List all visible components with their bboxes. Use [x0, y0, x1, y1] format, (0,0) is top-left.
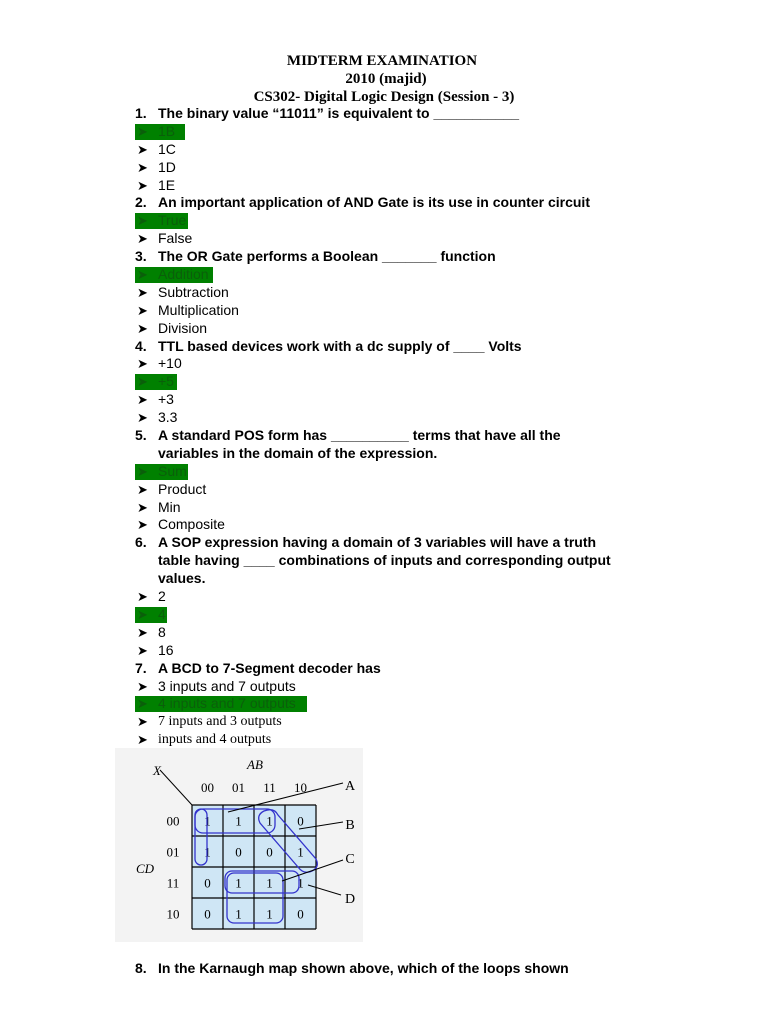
- arrow-bullet-icon: ➤: [137, 410, 148, 426]
- arrow-bullet-icon: ➤: [137, 463, 148, 479]
- answer-option-correct[interactable]: [0, 212, 768, 230]
- option-text: Composite: [158, 516, 225, 533]
- question-text: variables in the domain of the expression.: [158, 444, 438, 461]
- kmap-cell-value: 1: [266, 875, 273, 891]
- kmap-cell-value: 1: [235, 813, 242, 829]
- arrow-bullet-icon: ➤: [137, 159, 148, 175]
- answer-option-correct[interactable]: [0, 695, 768, 713]
- question-text: A standard POS form has __________ terms that have all the: [158, 427, 561, 444]
- arrow-bullet-icon: ➤: [137, 481, 148, 497]
- kmap-row-header: 11: [166, 875, 180, 891]
- option-text: Min: [158, 498, 181, 515]
- kmap-row-header: 00: [166, 813, 180, 829]
- question-number: 6.: [135, 534, 147, 551]
- option-text: +5: [158, 373, 174, 390]
- answer-option[interactable]: [0, 302, 768, 320]
- kmap-loop-label-c: C: [345, 852, 355, 867]
- question-7: [0, 660, 768, 678]
- answer-option[interactable]: [0, 391, 768, 409]
- answer-option[interactable]: [0, 355, 768, 373]
- kmap-corner-diagonal: [160, 770, 192, 805]
- kmap-x-label: X: [153, 763, 161, 778]
- option-text: Product: [158, 480, 207, 497]
- option-text: Division: [158, 319, 208, 336]
- answer-option[interactable]: [0, 159, 768, 177]
- arrow-bullet-icon: ➤: [137, 302, 148, 318]
- question-number: 7.: [135, 659, 147, 676]
- kmap-row-variable: CD: [135, 861, 155, 876]
- option-text: 2: [158, 588, 166, 605]
- answer-option-correct[interactable]: [0, 266, 768, 284]
- kmap-cell-value: 0: [204, 906, 211, 922]
- question-5: [0, 427, 768, 445]
- answer-option[interactable]: [0, 284, 768, 302]
- exam-title: MIDTERM EXAMINATION: [286, 53, 478, 69]
- answer-option[interactable]: [0, 624, 768, 642]
- kmap-column-header: 00: [201, 780, 214, 795]
- kmap-column-header: 10: [294, 780, 307, 795]
- question-text: A SOP expression having a domain of 3 variables will have a truth: [158, 534, 597, 551]
- arrow-bullet-icon: ➤: [137, 517, 148, 533]
- arrow-bullet-icon: ➤: [137, 284, 148, 300]
- kmap-cell-value: 1: [235, 906, 242, 922]
- option-text: 1C: [158, 140, 176, 157]
- arrow-bullet-icon: ➤: [137, 141, 148, 157]
- arrow-bullet-icon: ➤: [137, 320, 148, 336]
- kmap-loop-label-b: B: [345, 818, 355, 833]
- question-1: [0, 105, 768, 123]
- arrow-bullet-icon: ➤: [137, 231, 148, 247]
- option-text: 8: [158, 623, 166, 640]
- answer-option[interactable]: [0, 713, 768, 731]
- kmap-cell-value: 1: [266, 906, 273, 922]
- question-text: TTL based devices work with a dc supply of ____ Volts: [158, 337, 522, 354]
- exam-year: 2010 (majid): [345, 71, 427, 87]
- question-text: values.: [158, 570, 206, 587]
- kmap-row-header: 01: [166, 844, 180, 860]
- arrow-bullet-icon: ➤: [137, 732, 148, 748]
- course-title: CS302- Digital Logic Design (Session - 3): [253, 89, 515, 105]
- option-text: Subtraction: [158, 283, 229, 300]
- kmap-cell-value: 1: [297, 844, 304, 860]
- answer-option[interactable]: [0, 731, 768, 749]
- option-text: 4 inputs and 7 outputs: [158, 695, 296, 712]
- kmap-cell-value: 1: [266, 813, 273, 829]
- kmap-column-variable: AB: [247, 757, 263, 772]
- arrow-bullet-icon: ➤: [137, 589, 148, 605]
- answer-option[interactable]: [0, 481, 768, 499]
- question-number: 4.: [135, 337, 147, 354]
- option-text: 4: [158, 605, 166, 622]
- arrow-bullet-icon: ➤: [137, 499, 148, 515]
- arrow-bullet-icon: ➤: [137, 374, 148, 390]
- arrow-bullet-icon: ➤: [137, 606, 148, 622]
- kmap-cell-value: 0: [297, 906, 304, 922]
- option-text: 3 inputs and 7 outputs: [158, 677, 296, 694]
- question-6: [0, 534, 768, 552]
- arrow-bullet-icon: ➤: [137, 714, 148, 730]
- arrow-bullet-icon: ➤: [137, 392, 148, 408]
- question-text-continued: [0, 552, 768, 570]
- kmap-column-header: 01: [232, 780, 245, 795]
- kmap-cell-value: 0: [297, 813, 304, 829]
- kmap-column-header: 11: [263, 780, 276, 795]
- kmap-row-header: 10: [166, 906, 180, 922]
- arrow-bullet-icon: ➤: [137, 696, 148, 712]
- question-list: [0, 105, 768, 749]
- question-text: The binary value “11011” is equivalent to ___________: [158, 105, 520, 121]
- kmap-loop-label-d: D: [344, 892, 356, 907]
- answer-option[interactable]: [0, 409, 768, 427]
- kmap-cell-value: 0: [235, 844, 242, 860]
- question-number: 5.: [135, 427, 147, 444]
- option-text: 1E: [158, 176, 176, 193]
- answer-option-correct[interactable]: [0, 373, 768, 391]
- kmap-cell-value: 0: [266, 844, 273, 860]
- option-text: False: [158, 230, 193, 247]
- kmap-cell-value: 1: [204, 844, 211, 860]
- option-text: Sum: [158, 462, 187, 479]
- answer-option[interactable]: [0, 642, 768, 660]
- arrow-bullet-icon: ➤: [137, 267, 148, 283]
- option-text: True: [158, 212, 187, 229]
- question-number: 3.: [135, 248, 147, 265]
- question-text: An important application of AND Gate is its use in counter circuit: [158, 194, 590, 211]
- answer-option[interactable]: [0, 499, 768, 517]
- arrow-bullet-icon: ➤: [137, 213, 148, 229]
- option-text: +10: [158, 355, 182, 372]
- answer-option[interactable]: [0, 320, 768, 338]
- answer-option[interactable]: [0, 230, 768, 248]
- question-number: 8.: [135, 960, 147, 976]
- question-text-continued: [0, 445, 768, 463]
- question-text-continued: [0, 570, 768, 588]
- option-text: 3.3: [158, 409, 178, 426]
- arrow-bullet-icon: ➤: [137, 642, 148, 658]
- option-text: 1B: [158, 122, 176, 139]
- option-text: 16: [158, 641, 174, 658]
- option-text: Addition: [158, 266, 209, 283]
- option-text: 1D: [158, 158, 176, 175]
- arrow-bullet-icon: ➤: [137, 624, 148, 640]
- question-2: [0, 194, 768, 212]
- option-text: Multiplication: [158, 301, 239, 318]
- karnaugh-map-svg: [115, 748, 363, 942]
- answer-option-correct[interactable]: [0, 463, 768, 481]
- option-text: inputs and 4 outputs: [158, 732, 272, 748]
- question-4: [0, 338, 768, 356]
- question-3: [0, 248, 768, 266]
- arrow-bullet-icon: ➤: [137, 123, 148, 139]
- kmap-loop-label-a: A: [344, 779, 356, 794]
- arrow-bullet-icon: ➤: [137, 356, 148, 372]
- answer-option-correct[interactable]: [0, 123, 768, 141]
- option-text: 7 inputs and 3 outputs: [158, 714, 282, 730]
- kmap-cell-value: 0: [204, 875, 211, 891]
- question-text: In the Karnaugh map shown above, which of the loops shown: [158, 960, 569, 976]
- kmap-cell-value: 1: [204, 813, 211, 829]
- answer-option[interactable]: [0, 678, 768, 696]
- kmap-cell-value: 1: [235, 875, 242, 891]
- question-text: The OR Gate performs a Boolean _______ function: [158, 248, 496, 265]
- answer-option-correct[interactable]: [0, 606, 768, 624]
- option-text: +3: [158, 391, 174, 408]
- arrow-bullet-icon: ➤: [137, 177, 148, 193]
- karnaugh-map-figure: [115, 748, 363, 942]
- question-number: 2.: [135, 194, 147, 211]
- answer-option[interactable]: [0, 177, 768, 195]
- question-8: [0, 960, 768, 978]
- question-number: 1.: [135, 105, 147, 121]
- answer-option[interactable]: [0, 588, 768, 606]
- question-text: A BCD to 7-Segment decoder has: [158, 659, 381, 676]
- answer-option[interactable]: [0, 141, 768, 159]
- kmap-cell-value: 1: [297, 875, 304, 891]
- answer-option[interactable]: [0, 516, 768, 534]
- arrow-bullet-icon: ➤: [137, 678, 148, 694]
- question-text: table having ____ combinations of inputs and corresponding output: [158, 552, 611, 569]
